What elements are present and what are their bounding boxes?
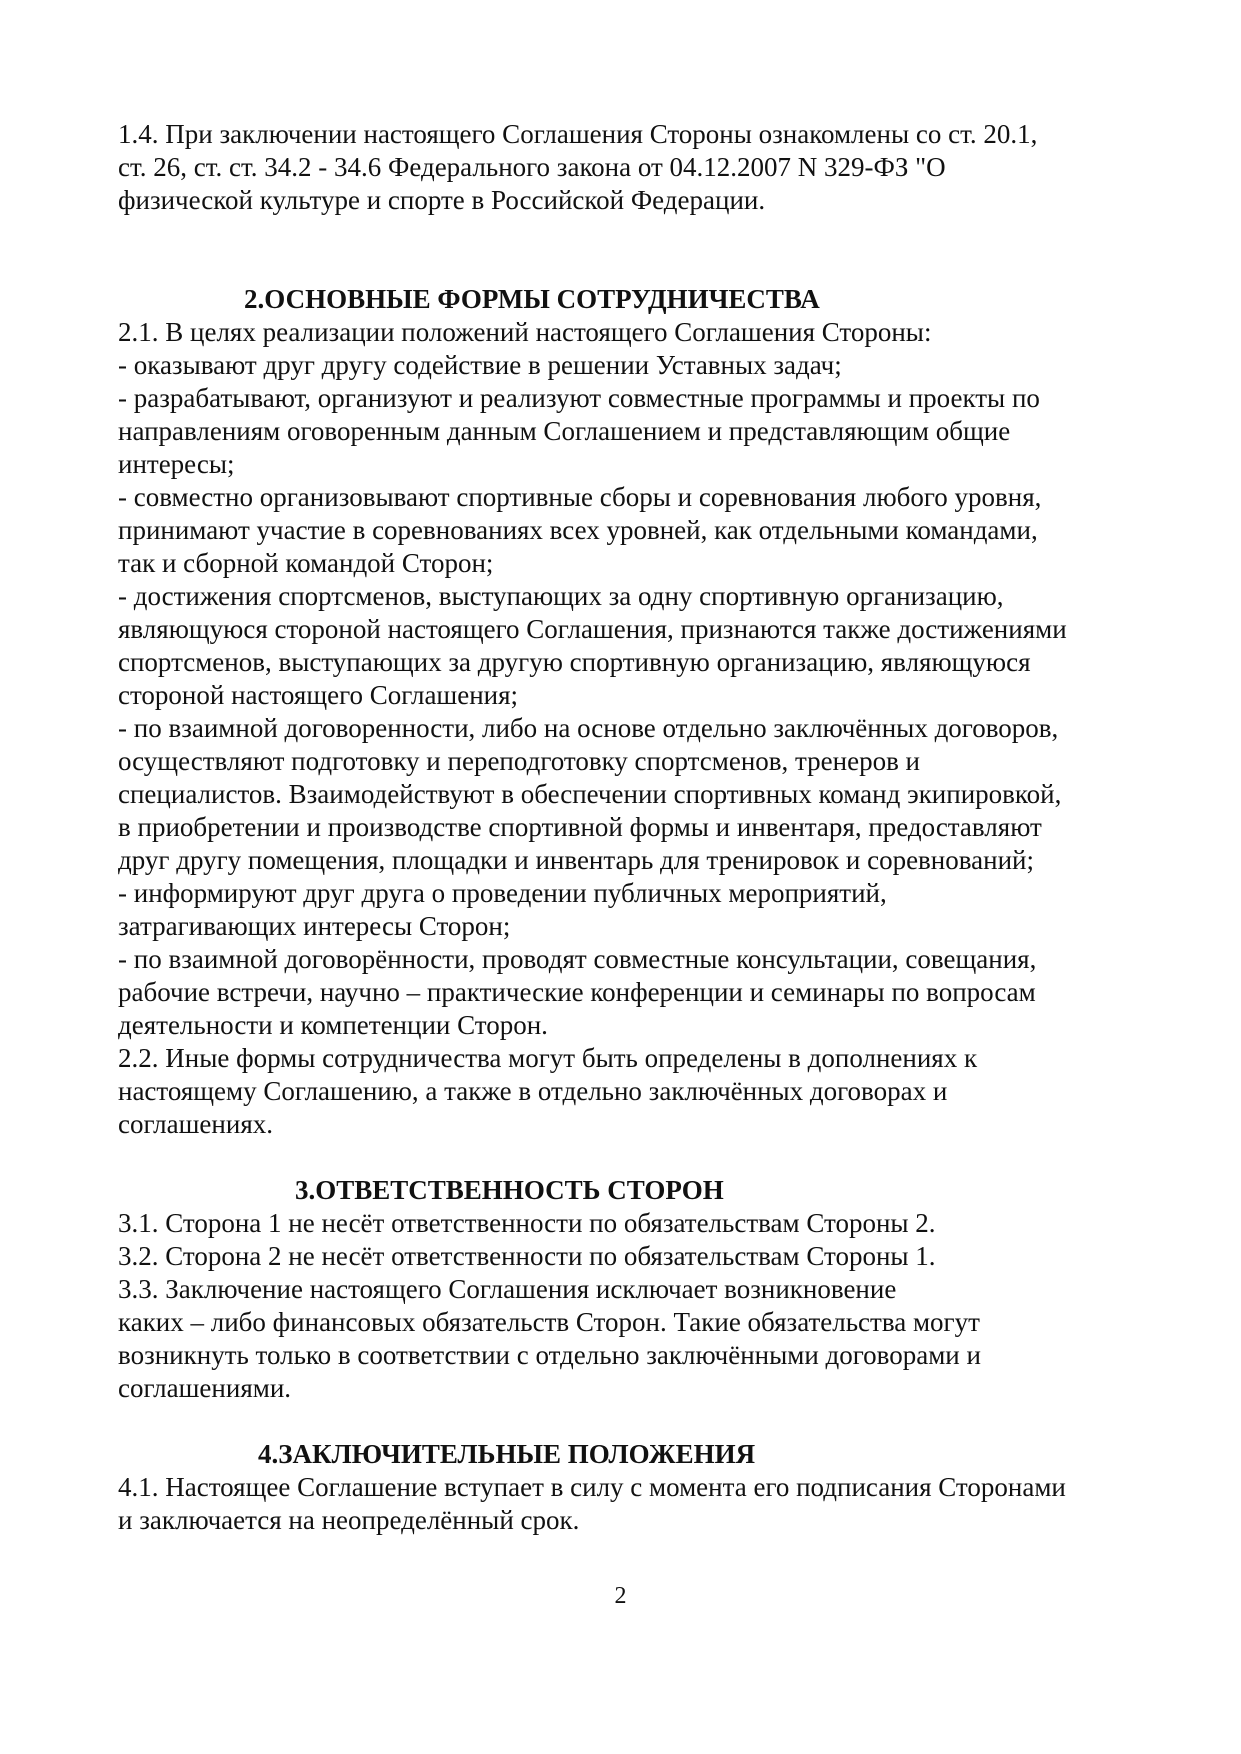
section-3-heading: 3.ОТВЕТСТВЕННОСТЬ СТОРОН xyxy=(295,1175,724,1205)
text-line: направлениям оговоренным данным Соглашением и представляющим общие xyxy=(118,416,1011,446)
text-line: друг другу помещения, площадки и инвентарь для тренировок и соревнований; xyxy=(118,845,1034,875)
section-4-heading: 4.ЗАКЛЮЧИТЕЛЬНЫЕ ПОЛОЖЕНИЯ xyxy=(258,1439,756,1469)
text-line: настоящему Соглашению, а также в отдельно заключённых договорах и xyxy=(118,1076,948,1106)
text-line: - информируют друг друга о проведении публичных мероприятий, xyxy=(118,878,887,908)
text-line: 3.2. Сторона 2 не несёт ответственности по обязательствам Стороны 1. xyxy=(118,1241,936,1271)
text-line: 2.1. В целях реализации положений настоящего Соглашения Стороны: xyxy=(118,317,932,347)
document-page xyxy=(118,118,1158,1537)
text-line: в приобретении и производстве спортивной формы и инвентаря, предоставляют xyxy=(118,812,1042,842)
section-2 xyxy=(118,283,1158,1141)
text-line: и заключается на неопределённый срок. xyxy=(118,1505,580,1535)
text-line: - совместно организовывают спортивные сборы и соревнования любого уровня, xyxy=(118,482,1042,512)
text-line: - по взаимной договоренности, либо на основе отдельно заключённых договоров, xyxy=(118,713,1059,743)
page-number: 2 xyxy=(614,1583,627,1609)
text-line: стороной настоящего Соглашения; xyxy=(118,680,519,710)
text-line: - оказывают друг другу содействие в решении Уставных задач; xyxy=(118,350,842,380)
text-line: - по взаимной договорённости, проводят совместные консультации, совещания, xyxy=(118,944,1037,974)
text-line: ст. 26, ст. ст. 34.2 - 34.6 Федерального закона от 04.12.2007 N 329-ФЗ "О xyxy=(118,152,946,182)
paragraph-1-4 xyxy=(118,118,1158,217)
text-line: принимают участие в соревнованиях всех уровней, как отдельными командами, xyxy=(118,515,1038,545)
text-line: 2.2. Иные формы сотрудничества могут быть определены в дополнениях к xyxy=(118,1043,978,1073)
section-3 xyxy=(118,1174,1158,1405)
text-line: - достижения спортсменов, выступающих за одну спортивную организацию, xyxy=(118,581,1004,611)
text-line: 4.1. Настоящее Соглашение вступает в силу с момента его подписания Сторонами xyxy=(118,1472,1066,1502)
text-line: физической культуре и спорте в Российской Федерации. xyxy=(118,185,766,215)
text-line: затрагивающих интересы Сторон; xyxy=(118,911,511,941)
text-line: осуществляют подготовку и переподготовку спортсменов, тренеров и xyxy=(118,746,921,776)
text-line: 1.4. При заключении настоящего Соглашения Стороны ознакомлены со ст. 20.1, xyxy=(118,119,1038,149)
section-4 xyxy=(118,1438,1158,1537)
text-line: деятельности и компетенции Сторон. xyxy=(118,1010,548,1040)
text-line: так и сборной командой Сторон; xyxy=(118,548,494,578)
text-line: - разрабатывают, организуют и реализуют совместные программы и проекты по xyxy=(118,383,1040,413)
section-2-heading: 2.ОСНОВНЫЕ ФОРМЫ СОТРУДНИЧЕСТВА xyxy=(244,284,820,314)
text-line: специалистов. Взаимодействуют в обеспечении спортивных команд экипировкой, xyxy=(118,779,1062,809)
text-line: возникнуть только в соответствии с отдельно заключёнными договорами и xyxy=(118,1340,981,1370)
text-line: соглашениях. xyxy=(118,1109,273,1139)
text-line: 3.3. Заключение настоящего Соглашения исключает возникновение xyxy=(118,1274,897,1304)
text-line: спортсменов, выступающих за другую спортивную организацию, являющуюся xyxy=(118,647,1031,677)
text-line: каких – либо финансовых обязательств Сторон. Такие обязательства могут xyxy=(118,1307,980,1337)
text-line: интересы; xyxy=(118,449,235,479)
text-line: 3.1. Сторона 1 не несёт ответственности по обязательствам Стороны 2. xyxy=(118,1208,936,1238)
text-line: соглашениями. xyxy=(118,1373,292,1403)
text-line: рабочие встречи, научно – практические конференции и семинары по вопросам xyxy=(118,977,1036,1007)
text-line: являющуюся стороной настоящего Соглашения, признаются также достижениями xyxy=(118,614,1067,644)
